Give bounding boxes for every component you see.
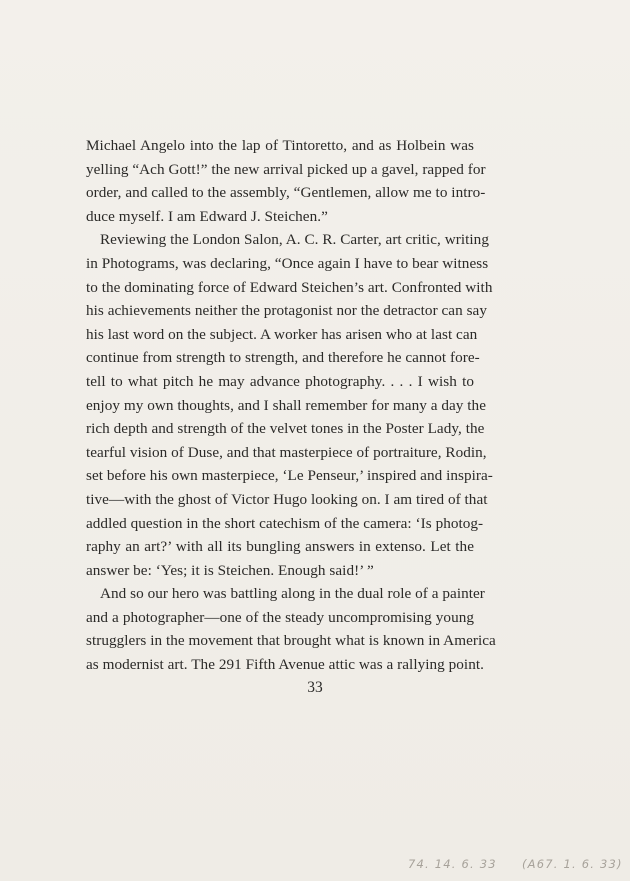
text-line: yelling “Ach Gott!” the new arrival picked up a gavel, rapped for [86,160,486,178]
text-line: set before his own masterpiece, ‘Le Penseur,’ inspired and inspira- [86,467,493,485]
text-line: raphy an art?’ with all its bungling answers in extenso. Let the [86,538,474,556]
text-line: addled question in the short catechism of the camera: ‘Is photog- [86,514,484,532]
text-line: his last word on the subject. A worker has arisen who at last can [86,325,478,343]
catalog-number: 74. 14. 6. 33 [408,857,497,871]
text-line: And so our hero was battling along in the dual role of a painter [100,585,485,603]
text-line: strugglers in the movement that brought what is known in America [86,632,496,650]
page-number: 33 [307,679,323,696]
text-line: continue from strength to strength, and therefore he cannot fore- [86,349,480,367]
catalog-number-secondary: (A67. 1. 6. 33) [522,857,623,871]
text-line: enjoy my own thoughts, and I shall remember for many a day the [86,396,486,414]
text-line: rich depth and strength of the velvet tones in the Poster Lady, the [86,420,485,438]
text-line: and a photographer—one of the steady uncompromising young [86,608,474,626]
text-line: in Photograms, was declaring, “Once again I have to bear witness [86,254,489,272]
text-line: Michael Angelo into the lap of Tintoretto, and as Holbein was [86,137,474,154]
text-line: to the dominating force of Edward Steichen’s art. Confronted with [86,278,493,296]
text-line: Reviewing the London Salon, A. C. R. Carter, art critic, writing [100,231,489,249]
text-line: order, and called to the assembly, “Gentlemen, allow me to intro- [86,184,486,202]
text-line: as modernist art. The 291 Fifth Avenue attic was a rallying point. [86,656,484,674]
text-line: tearful vision of Duse, and that masterpiece of portraiture, Rodin, [86,443,487,461]
body-text [86,134,496,677]
text-line: tell to what pitch he may advance photography. . . . I wish to [86,372,474,390]
text-line: duce myself. I am Edward J. Steichen.” [86,207,328,225]
text-line: his achievements neither the protagonist nor the detractor can say [86,302,487,320]
text-line: tive—with the ghost of Victor Hugo looking on. I am tired of that [86,490,488,508]
text-line: answer be: ‘Yes; it is Steichen. Enough said!’ ” [86,561,374,579]
